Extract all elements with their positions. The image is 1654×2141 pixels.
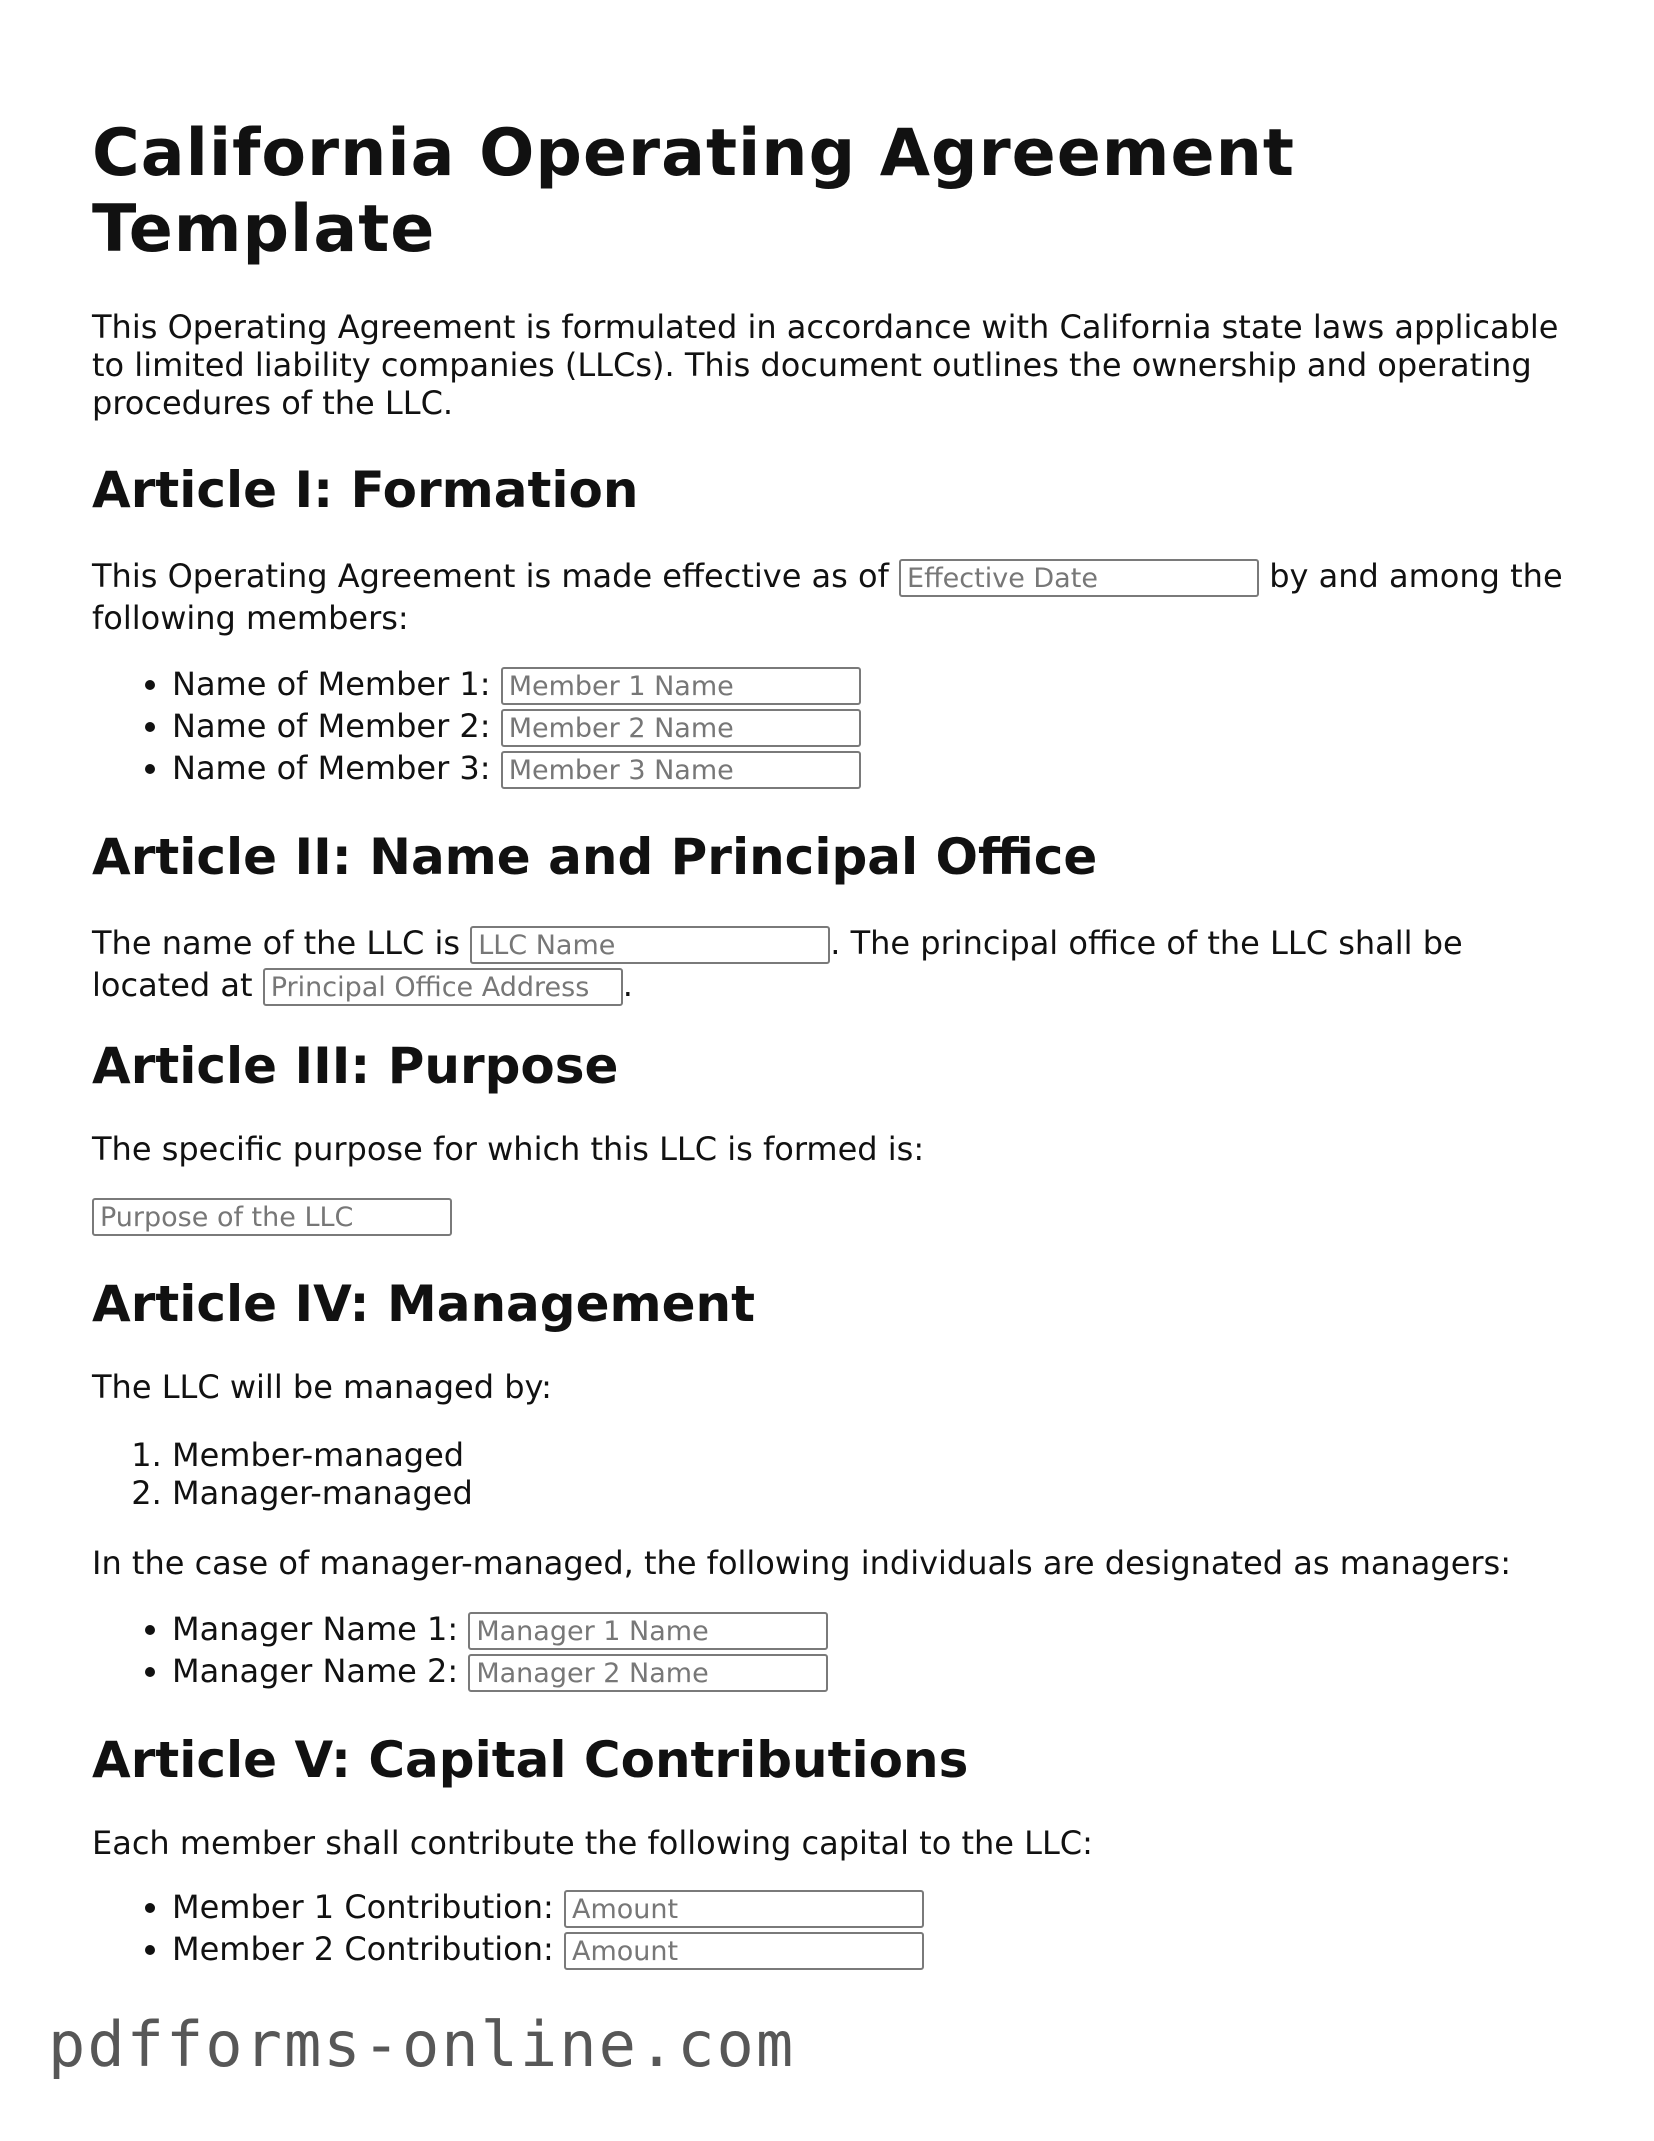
article-2-paragraph bbox=[92, 922, 1572, 1006]
manager-2-label: Manager Name 2: bbox=[172, 1652, 459, 1690]
purpose-input[interactable] bbox=[92, 1198, 452, 1236]
article-4-heading: Article IV: Management bbox=[92, 1275, 755, 1333]
manager-2-name-input[interactable] bbox=[468, 1654, 828, 1692]
managers-paragraph: In the case of manager-managed, the following individuals are designated as managers: bbox=[92, 1544, 1511, 1582]
article-3-heading: Article III: Purpose bbox=[92, 1037, 619, 1095]
members-list bbox=[92, 663, 1572, 789]
list-item bbox=[172, 663, 1572, 705]
article-2-text-2: . The principal office of the LLC shall be located at bbox=[92, 924, 1463, 1004]
article-1-paragraph bbox=[92, 555, 1572, 639]
article-1-text-before: This Operating Agreement is made effective as of bbox=[92, 557, 889, 595]
list-item: 1. Member-managed bbox=[172, 1436, 1572, 1474]
manager-1-name-input[interactable] bbox=[468, 1612, 828, 1650]
article-5-heading: Article V: Capital Contributions bbox=[92, 1731, 969, 1789]
article-2-heading: Article II: Name and Principal Office bbox=[92, 828, 1098, 886]
contribution-2-amount-input[interactable] bbox=[564, 1932, 924, 1970]
list-item bbox=[172, 705, 1572, 747]
member-1-label: Name of Member 1: bbox=[172, 665, 491, 703]
watermark: pdfforms-online.com bbox=[48, 2008, 796, 2081]
article-2-text-1: The name of the LLC is bbox=[92, 924, 461, 962]
contribution-1-amount-input[interactable] bbox=[564, 1890, 924, 1928]
article-4-paragraph: The LLC will be managed by: bbox=[92, 1368, 552, 1406]
member-2-label: Name of Member 2: bbox=[172, 707, 491, 745]
contribution-1-label: Member 1 Contribution: bbox=[172, 1888, 554, 1926]
article-1-heading: Article I: Formation bbox=[92, 461, 639, 519]
member-1-name-input[interactable] bbox=[501, 667, 861, 705]
list-item bbox=[172, 1928, 1572, 1970]
effective-date-input[interactable] bbox=[899, 559, 1259, 597]
intro-paragraph: This Operating Agreement is formulated in accordance with California state laws applicable to limited liability companies (LLCs). This document outlines the ownership and operating procedures of the LLC. bbox=[92, 308, 1559, 422]
list-item: 2. Manager-managed bbox=[172, 1474, 1572, 1512]
contribution-2-label: Member 2 Contribution: bbox=[172, 1930, 554, 1968]
page-title: California Operating Agreement Template bbox=[92, 116, 1295, 267]
member-3-label: Name of Member 3: bbox=[172, 749, 491, 787]
article-3-paragraph: The specific purpose for which this LLC is formed is: bbox=[92, 1130, 925, 1168]
purpose-field-row bbox=[92, 1198, 1572, 1236]
principal-office-input[interactable] bbox=[263, 968, 623, 1006]
management-options-list bbox=[92, 1436, 1572, 1512]
member-2-name-input[interactable] bbox=[501, 709, 861, 747]
list-item bbox=[172, 1650, 1572, 1692]
list-item bbox=[172, 1608, 1572, 1650]
llc-name-input[interactable] bbox=[470, 926, 830, 964]
list-item bbox=[172, 1886, 1572, 1928]
list-item bbox=[172, 747, 1572, 789]
article-1-text-after: by and among the following members: bbox=[92, 557, 1563, 637]
contributions-list bbox=[92, 1886, 1572, 1970]
article-2-text-3: . bbox=[622, 966, 633, 1004]
managers-list bbox=[92, 1608, 1572, 1692]
manager-1-label: Manager Name 1: bbox=[172, 1610, 459, 1648]
member-3-name-input[interactable] bbox=[501, 751, 861, 789]
article-5-paragraph: Each member shall contribute the following capital to the LLC: bbox=[92, 1824, 1093, 1862]
document-page bbox=[92, 0, 1572, 1970]
